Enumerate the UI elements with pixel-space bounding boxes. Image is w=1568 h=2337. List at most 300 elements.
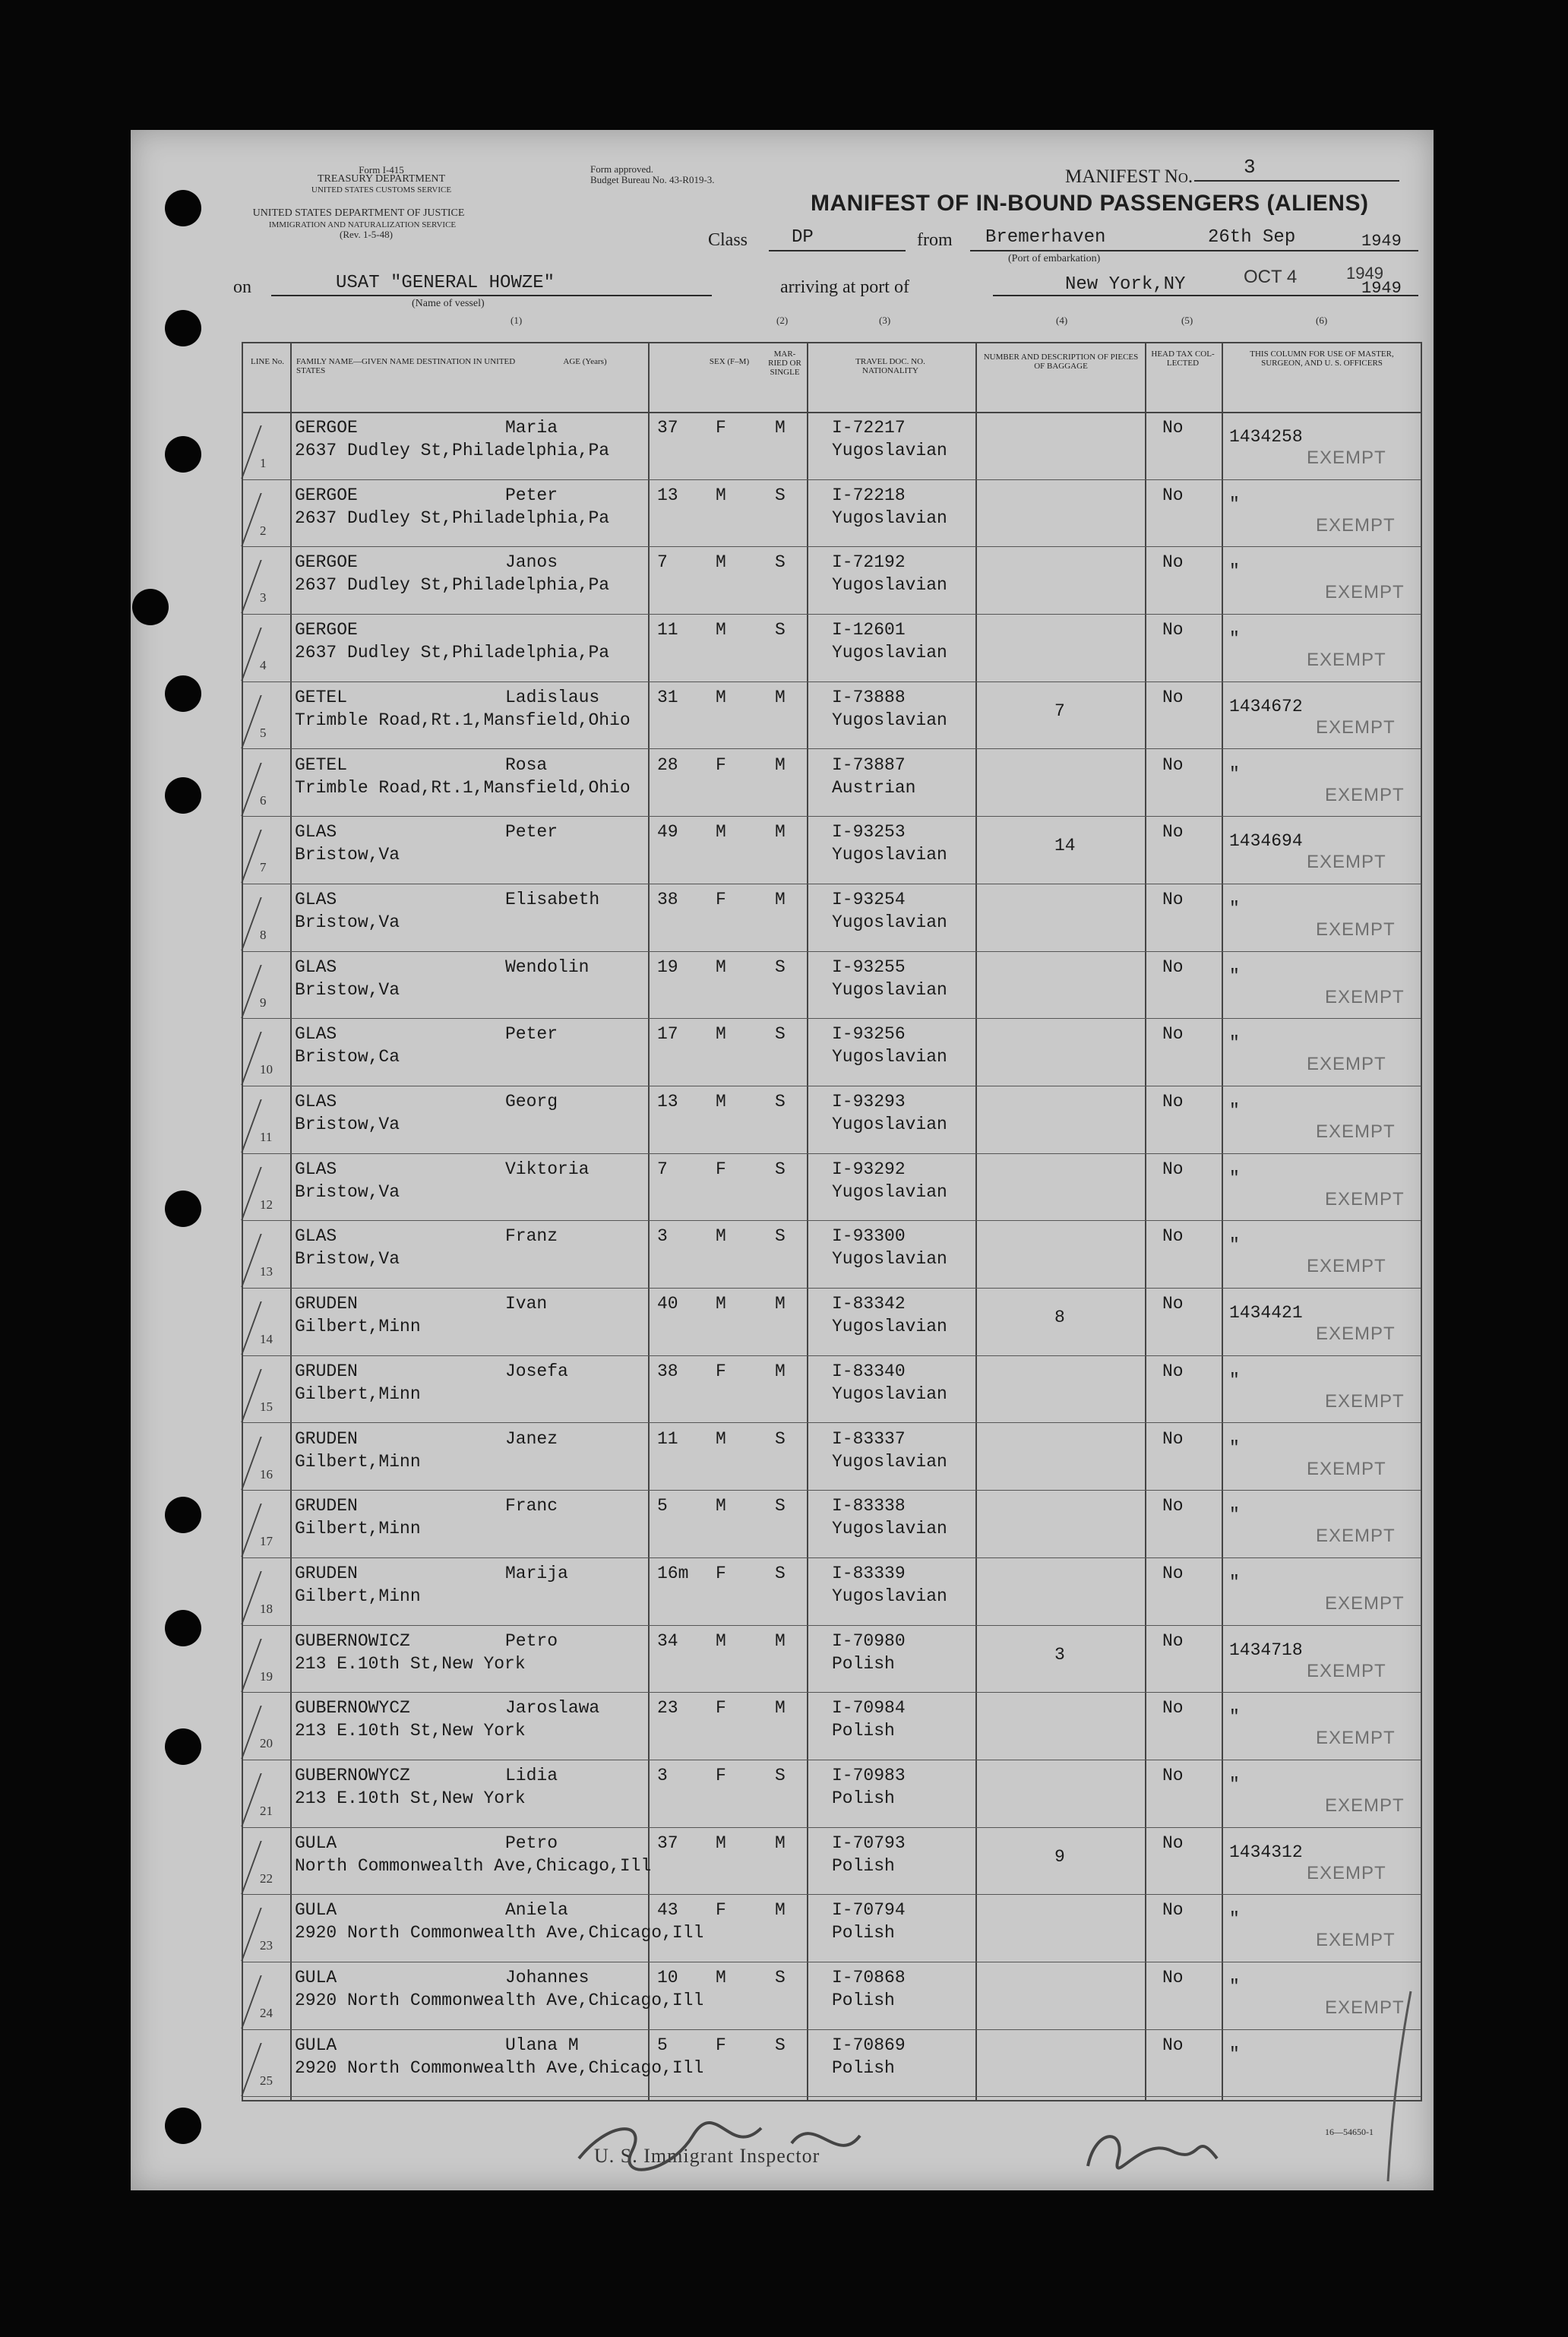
col-num-2: (2) bbox=[776, 315, 789, 326]
marital-status: S bbox=[775, 1159, 786, 1179]
given-name: Elisabeth bbox=[505, 889, 600, 909]
table-row bbox=[243, 1625, 1421, 1693]
vessel-name: USAT "GENERAL HOWZE" bbox=[336, 273, 555, 293]
given-name: Jaroslawa bbox=[505, 1698, 600, 1719]
marital-status: S bbox=[775, 957, 786, 977]
budget-bureau: Budget Bureau No. 43-R019-3. bbox=[590, 174, 715, 185]
travel-doc-number: I-73887 bbox=[832, 754, 906, 775]
baggage-count: 9 bbox=[1054, 1846, 1065, 1867]
age: 40 bbox=[657, 1294, 678, 1314]
age: 37 bbox=[657, 418, 678, 438]
nationality: Yugoslavian bbox=[832, 508, 947, 528]
marital-status: M bbox=[775, 754, 786, 775]
travel-doc-number: I-83337 bbox=[832, 1428, 906, 1449]
given-name: Peter bbox=[505, 1024, 558, 1045]
destination: 213 E.10th St,New York bbox=[295, 1788, 526, 1808]
marital-status: S bbox=[775, 1563, 786, 1583]
marital-status: M bbox=[775, 418, 786, 438]
table-row bbox=[243, 1288, 1421, 1356]
inspector-label: U. S. Immigrant Inspector bbox=[594, 2145, 820, 2167]
head-tax: No bbox=[1162, 620, 1184, 640]
travel-doc-number: I-93300 bbox=[832, 1226, 906, 1247]
travel-doc-number: I-93253 bbox=[832, 822, 906, 843]
age: 11 bbox=[657, 1428, 678, 1449]
marital-status: S bbox=[775, 620, 786, 640]
sex: F bbox=[716, 1766, 726, 1785]
check-mark bbox=[241, 1975, 307, 2029]
nationality: Yugoslavian bbox=[832, 643, 947, 663]
sex: M bbox=[716, 620, 726, 640]
sex: M bbox=[716, 1630, 726, 1651]
check-mark bbox=[241, 1571, 307, 1624]
line-number: 10 bbox=[260, 1062, 273, 1077]
sex: F bbox=[716, 1698, 726, 1719]
given-name: Maria bbox=[505, 418, 558, 438]
baggage-count: 3 bbox=[1054, 1644, 1065, 1665]
line-number: 19 bbox=[260, 1668, 273, 1684]
destination: Trimble Road,Rt.1,Mansfield,Ohio bbox=[295, 777, 631, 798]
destination: Bristow,Va bbox=[295, 1181, 400, 1202]
table-row bbox=[243, 614, 1421, 682]
head-tax: No bbox=[1162, 418, 1184, 438]
destination: North Commonwealth Ave,Chicago,Ill bbox=[295, 1855, 652, 1876]
officer-number: " bbox=[1229, 1033, 1240, 1054]
officer-number: 1434718 bbox=[1229, 1640, 1303, 1660]
destination: Bristow,Va bbox=[295, 979, 400, 1000]
nationality: Polish bbox=[832, 1653, 895, 1674]
sex: F bbox=[716, 889, 726, 909]
age: 38 bbox=[657, 889, 678, 909]
officer-number: " bbox=[1229, 1101, 1240, 1121]
check-mark bbox=[241, 695, 307, 748]
sex: M bbox=[716, 1226, 726, 1247]
officer-number: " bbox=[1229, 1168, 1240, 1188]
table-row bbox=[243, 1557, 1421, 1626]
col-head-tax: HEAD TAX COL-LECTED bbox=[1151, 349, 1215, 368]
age: 38 bbox=[657, 1361, 678, 1381]
marital-status: S bbox=[775, 2035, 786, 2055]
sex: M bbox=[716, 1092, 726, 1112]
exempt-stamp: EXEMPT bbox=[1307, 447, 1386, 468]
check-mark bbox=[241, 897, 307, 950]
check-mark bbox=[241, 560, 307, 613]
nationality: Yugoslavian bbox=[832, 575, 947, 596]
age: 34 bbox=[657, 1630, 678, 1651]
family-name: GRUDEN bbox=[295, 1361, 358, 1381]
nationality: Yugoslavian bbox=[832, 710, 947, 730]
col-baggage: NUMBER AND DESCRIPTION OF PIECES OF BAGGAGE bbox=[983, 353, 1139, 371]
family-name: GULA bbox=[295, 2035, 337, 2055]
travel-doc-number: I-12601 bbox=[832, 620, 906, 640]
given-name: Ivan bbox=[505, 1294, 548, 1314]
exempt-stamp: EXEMPT bbox=[1316, 514, 1396, 536]
given-name: Ladislaus bbox=[505, 687, 600, 707]
check-mark bbox=[241, 763, 307, 816]
table-row bbox=[243, 1423, 1421, 1491]
manifest-number-label: MANIFEST No. bbox=[1065, 166, 1193, 187]
nationality: Yugoslavian bbox=[832, 1451, 947, 1472]
class-value: DP bbox=[792, 227, 814, 248]
sex: M bbox=[716, 1833, 726, 1853]
check-mark bbox=[241, 1032, 307, 1085]
line-number: 18 bbox=[260, 1601, 273, 1616]
travel-doc-number: I-72217 bbox=[832, 418, 906, 438]
officer-number: " bbox=[1229, 1370, 1240, 1390]
exempt-stamp: EXEMPT bbox=[1316, 716, 1396, 738]
given-name: Rosa bbox=[505, 754, 548, 775]
check-mark bbox=[241, 1706, 307, 1759]
officer-number: 1434672 bbox=[1229, 696, 1303, 716]
table-header bbox=[243, 343, 1421, 413]
officer-number: " bbox=[1229, 1437, 1240, 1458]
travel-doc-number: I-70984 bbox=[832, 1698, 906, 1719]
exempt-stamp: EXEMPT bbox=[1307, 1256, 1386, 1277]
head-tax: No bbox=[1162, 1833, 1184, 1853]
head-tax: No bbox=[1162, 1159, 1184, 1179]
check-mark bbox=[241, 1841, 307, 1894]
head-tax: No bbox=[1162, 1968, 1184, 1988]
travel-doc-number: I-93255 bbox=[832, 957, 906, 977]
line-number: 11 bbox=[260, 1130, 273, 1144]
destination: Gilbert,Minn bbox=[295, 1317, 421, 1337]
exempt-stamp: EXEMPT bbox=[1316, 1323, 1396, 1345]
sex: M bbox=[716, 1428, 726, 1449]
check-mark bbox=[241, 1504, 307, 1557]
exempt-stamp: EXEMPT bbox=[1325, 784, 1405, 805]
port-embarkation-caption: (Port of embarkation) bbox=[1008, 253, 1101, 264]
treasury-dept: TREASURY DEPARTMENT bbox=[317, 173, 446, 185]
marital-status: M bbox=[775, 822, 786, 843]
table-row bbox=[243, 749, 1421, 817]
family-name: GERGOE bbox=[295, 418, 358, 438]
age: 16m bbox=[657, 1563, 689, 1583]
table-row bbox=[243, 1086, 1421, 1154]
check-mark bbox=[241, 1437, 307, 1490]
exempt-stamp: EXEMPT bbox=[1316, 1930, 1396, 1951]
nationality: Yugoslavian bbox=[832, 1586, 947, 1606]
line-number: 17 bbox=[260, 1534, 273, 1549]
age: 7 bbox=[657, 1159, 668, 1179]
travel-doc-number: I-83342 bbox=[832, 1294, 906, 1314]
head-tax: No bbox=[1162, 754, 1184, 775]
exempt-stamp: EXEMPT bbox=[1325, 1795, 1405, 1816]
officer-number: " bbox=[1229, 764, 1240, 784]
travel-doc-number: I-83339 bbox=[832, 1563, 906, 1583]
check-mark bbox=[241, 493, 307, 546]
check-mark bbox=[241, 1369, 307, 1422]
head-tax: No bbox=[1162, 1698, 1184, 1719]
exempt-stamp: EXEMPT bbox=[1325, 582, 1405, 603]
officer-number: 1434421 bbox=[1229, 1303, 1303, 1323]
table-row bbox=[243, 412, 1421, 480]
officer-number: " bbox=[1229, 629, 1240, 650]
check-mark bbox=[241, 1908, 307, 1961]
age: 11 bbox=[657, 620, 678, 640]
line-number: 6 bbox=[260, 792, 267, 808]
age: 31 bbox=[657, 687, 678, 707]
nationality: Yugoslavian bbox=[832, 1384, 947, 1404]
col-num-6: (6) bbox=[1316, 315, 1328, 326]
marital-status: M bbox=[775, 1900, 786, 1921]
table-row bbox=[243, 1355, 1421, 1424]
given-name: Petro bbox=[505, 1630, 558, 1651]
marital-status: S bbox=[775, 1968, 786, 1988]
destination: Gilbert,Minn bbox=[295, 1451, 421, 1472]
nationality: Yugoslavian bbox=[832, 1249, 947, 1270]
marital-status: S bbox=[775, 1226, 786, 1247]
exempt-stamp: EXEMPT bbox=[1316, 919, 1396, 940]
given-name: Franc bbox=[505, 1496, 558, 1516]
line-number: 13 bbox=[260, 1264, 273, 1279]
marital-status: S bbox=[775, 1024, 786, 1045]
check-mark bbox=[241, 425, 307, 479]
nationality: Yugoslavian bbox=[832, 912, 947, 932]
check-mark bbox=[241, 2043, 307, 2096]
family-name: GULA bbox=[295, 1833, 337, 1853]
given-name: Marija bbox=[505, 1563, 568, 1583]
head-tax: No bbox=[1162, 1428, 1184, 1449]
manifest-number: 3 bbox=[1244, 156, 1256, 179]
exempt-stamp: EXEMPT bbox=[1316, 1728, 1396, 1749]
family-name: GUBERNOWYCZ bbox=[295, 1766, 410, 1785]
binder-hole bbox=[165, 1191, 201, 1227]
line-number: 24 bbox=[260, 2006, 273, 2021]
line-number: 23 bbox=[260, 1938, 273, 1953]
form-approved: Form approved. bbox=[590, 163, 654, 175]
officer-number: " bbox=[1229, 1572, 1240, 1592]
family-name: GRUDEN bbox=[295, 1294, 358, 1314]
travel-doc-number: I-93293 bbox=[832, 1092, 906, 1112]
family-name: GRUDEN bbox=[295, 1496, 358, 1516]
form-number: Form I-415 bbox=[359, 164, 404, 176]
travel-doc-number: I-93254 bbox=[832, 889, 906, 909]
line-number: 9 bbox=[260, 995, 267, 1010]
family-name: GERGOE bbox=[295, 485, 358, 505]
family-name: GLAS bbox=[295, 822, 337, 843]
line-number: 3 bbox=[260, 590, 267, 606]
col-sex: SEX (F–M) bbox=[709, 357, 750, 366]
col-officers: THIS COLUMN FOR USE OF MASTER, SURGEON, AND U. S. OFFICERS bbox=[1250, 349, 1394, 368]
vessel-caption: (Name of vessel) bbox=[412, 298, 485, 309]
binder-hole bbox=[165, 1610, 201, 1646]
nationality: Polish bbox=[832, 1855, 895, 1876]
sex: M bbox=[716, 552, 726, 573]
travel-doc-number: I-73888 bbox=[832, 687, 906, 707]
table-row bbox=[243, 1018, 1421, 1086]
nationality: Yugoslavian bbox=[832, 441, 947, 460]
officer-number: " bbox=[1229, 966, 1240, 986]
table-row bbox=[243, 1220, 1421, 1289]
line-number: 22 bbox=[260, 1871, 273, 1886]
head-tax: No bbox=[1162, 1496, 1184, 1516]
class-label: Class bbox=[708, 230, 748, 250]
age: 28 bbox=[657, 754, 678, 775]
travel-doc-number: I-70869 bbox=[832, 2035, 906, 2055]
arriving-label: arriving at port of bbox=[780, 277, 909, 297]
age: 19 bbox=[657, 957, 678, 977]
table-row bbox=[243, 1827, 1421, 1896]
family-name: GRUDEN bbox=[295, 1428, 358, 1449]
marital-status: M bbox=[775, 687, 786, 707]
margin-mark bbox=[1377, 1984, 1422, 2189]
travel-doc-number: I-72192 bbox=[832, 552, 906, 573]
binder-hole bbox=[132, 589, 169, 625]
age: 49 bbox=[657, 822, 678, 843]
departure-year: 1949 bbox=[1361, 232, 1402, 251]
print-code: 16—54650-1 bbox=[1325, 2127, 1374, 2137]
head-tax: No bbox=[1162, 1900, 1184, 1921]
destination: 2920 North Commonwealth Ave,Chicago,Ill bbox=[295, 2057, 704, 2078]
family-name: GRUDEN bbox=[295, 1563, 358, 1583]
binder-hole bbox=[165, 1497, 201, 1533]
family-name: GLAS bbox=[295, 1159, 337, 1179]
exempt-stamp: EXEMPT bbox=[1307, 852, 1386, 873]
arrival-port: New York,NY bbox=[1065, 274, 1186, 295]
officer-number: 1434312 bbox=[1229, 1842, 1303, 1862]
passenger-table bbox=[242, 342, 1422, 2101]
age: 37 bbox=[657, 1833, 678, 1853]
baggage-count: 8 bbox=[1054, 1308, 1065, 1328]
on-label: on bbox=[233, 277, 251, 297]
line-number: 1 bbox=[260, 456, 267, 470]
family-name: GLAS bbox=[295, 1092, 337, 1112]
age: 5 bbox=[657, 1496, 668, 1516]
arrival-year-stamp: 1949 bbox=[1346, 264, 1383, 283]
table-row bbox=[243, 951, 1421, 1020]
marital-status: S bbox=[775, 1092, 786, 1112]
nationality: Polish bbox=[832, 1923, 895, 1943]
sex: M bbox=[716, 485, 726, 505]
destination: 2637 Dudley St,Philadelphia,Pa bbox=[295, 643, 610, 663]
binder-hole bbox=[165, 436, 201, 473]
sex: M bbox=[716, 957, 726, 977]
officer-number: " bbox=[1229, 494, 1240, 514]
check-mark bbox=[241, 1099, 307, 1153]
travel-doc-number: I-70980 bbox=[832, 1630, 906, 1651]
exempt-stamp: EXEMPT bbox=[1325, 1592, 1405, 1614]
table-row bbox=[243, 479, 1421, 548]
line-number: 4 bbox=[260, 658, 267, 673]
check-mark bbox=[241, 1234, 307, 1287]
check-mark bbox=[241, 830, 307, 883]
ins-service: IMMIGRATION AND NATURALIZATION SERVICE bbox=[268, 220, 457, 229]
family-name: GUBERNOWYCZ bbox=[295, 1698, 410, 1719]
line-number: 8 bbox=[260, 927, 267, 942]
col-travel-doc: TRAVEL DOC. NO. NATIONALITY bbox=[855, 357, 925, 375]
exempt-stamp: EXEMPT bbox=[1325, 1188, 1405, 1210]
check-mark bbox=[241, 965, 307, 1018]
given-name: Wendolin bbox=[505, 957, 590, 977]
sex: M bbox=[716, 1294, 726, 1314]
sex: F bbox=[716, 1900, 726, 1921]
family-name: GETEL bbox=[295, 687, 348, 707]
age: 5 bbox=[657, 2035, 668, 2055]
nationality: Yugoslavian bbox=[832, 845, 947, 865]
line-number: 15 bbox=[260, 1399, 273, 1414]
age: 43 bbox=[657, 1900, 678, 1921]
officer-number: " bbox=[1229, 898, 1240, 919]
arrival-date-stamp: OCT 4 bbox=[1244, 267, 1298, 287]
nationality: Polish bbox=[832, 1788, 895, 1808]
head-tax: No bbox=[1162, 1361, 1184, 1381]
head-tax: No bbox=[1162, 822, 1184, 843]
destination: Bristow,Va bbox=[295, 1249, 400, 1270]
head-tax: No bbox=[1162, 2035, 1184, 2055]
sex: F bbox=[716, 1159, 726, 1179]
table-row bbox=[243, 681, 1421, 750]
inspector-signature bbox=[564, 2105, 1247, 2189]
head-tax: No bbox=[1162, 957, 1184, 977]
sex: M bbox=[716, 1496, 726, 1516]
head-tax: No bbox=[1162, 1563, 1184, 1583]
sex: M bbox=[716, 1968, 726, 1988]
exempt-stamp: EXEMPT bbox=[1316, 1526, 1396, 1547]
check-mark bbox=[241, 1773, 307, 1826]
line-number: 7 bbox=[260, 860, 267, 875]
exempt-stamp: EXEMPT bbox=[1307, 1054, 1386, 1075]
exempt-stamp: EXEMPT bbox=[1307, 1458, 1386, 1479]
exempt-stamp: EXEMPT bbox=[1325, 1997, 1405, 2019]
destination: Gilbert,Minn bbox=[295, 1384, 421, 1404]
given-name: Viktoria bbox=[505, 1159, 590, 1179]
binder-hole bbox=[165, 190, 201, 226]
destination: 2637 Dudley St,Philadelphia,Pa bbox=[295, 575, 610, 596]
line-number: 21 bbox=[260, 1804, 273, 1818]
given-name: Peter bbox=[505, 822, 558, 843]
head-tax: No bbox=[1162, 687, 1184, 707]
table-row bbox=[243, 1153, 1421, 1222]
destination: Gilbert,Minn bbox=[295, 1519, 421, 1539]
marital-status: S bbox=[775, 1766, 786, 1785]
baggage-count: 14 bbox=[1054, 836, 1076, 856]
marital-status: M bbox=[775, 1294, 786, 1314]
destination: 2920 North Commonwealth Ave,Chicago,Ill bbox=[295, 1991, 704, 2011]
officer-number: " bbox=[1229, 1505, 1240, 1526]
given-name: Janos bbox=[505, 552, 558, 573]
marital-status: S bbox=[775, 1428, 786, 1449]
marital-status: M bbox=[775, 1698, 786, 1719]
check-mark bbox=[241, 628, 307, 681]
baggage-count: 7 bbox=[1054, 700, 1065, 721]
destination: Bristow,Va bbox=[295, 912, 400, 932]
table-row bbox=[243, 546, 1421, 615]
family-name: GETEL bbox=[295, 754, 348, 775]
table-row bbox=[243, 1490, 1421, 1558]
sex: M bbox=[716, 687, 726, 707]
age: 13 bbox=[657, 1092, 678, 1112]
officer-number: " bbox=[1229, 2044, 1240, 2064]
nationality: Polish bbox=[832, 1991, 895, 2011]
destination: 2637 Dudley St,Philadelphia,Pa bbox=[295, 441, 610, 460]
family-name: GERGOE bbox=[295, 552, 358, 573]
table-row bbox=[243, 2029, 1421, 2098]
travel-doc-number: I-72218 bbox=[832, 485, 906, 505]
age: 10 bbox=[657, 1968, 678, 1988]
destination: Bristow,Va bbox=[295, 845, 400, 865]
given-name: Franz bbox=[505, 1226, 558, 1247]
travel-doc-number: I-83340 bbox=[832, 1361, 906, 1381]
given-name: Ulana M bbox=[505, 2035, 579, 2055]
officer-number: " bbox=[1229, 1909, 1240, 1930]
given-name: Peter bbox=[505, 485, 558, 505]
given-name: Petro bbox=[505, 1833, 558, 1853]
sex: F bbox=[716, 754, 726, 775]
officer-number: " bbox=[1229, 561, 1240, 582]
exempt-stamp: EXEMPT bbox=[1307, 1660, 1386, 1681]
table-row bbox=[243, 1894, 1421, 1962]
binder-hole bbox=[165, 777, 201, 814]
family-name: GLAS bbox=[295, 957, 337, 977]
